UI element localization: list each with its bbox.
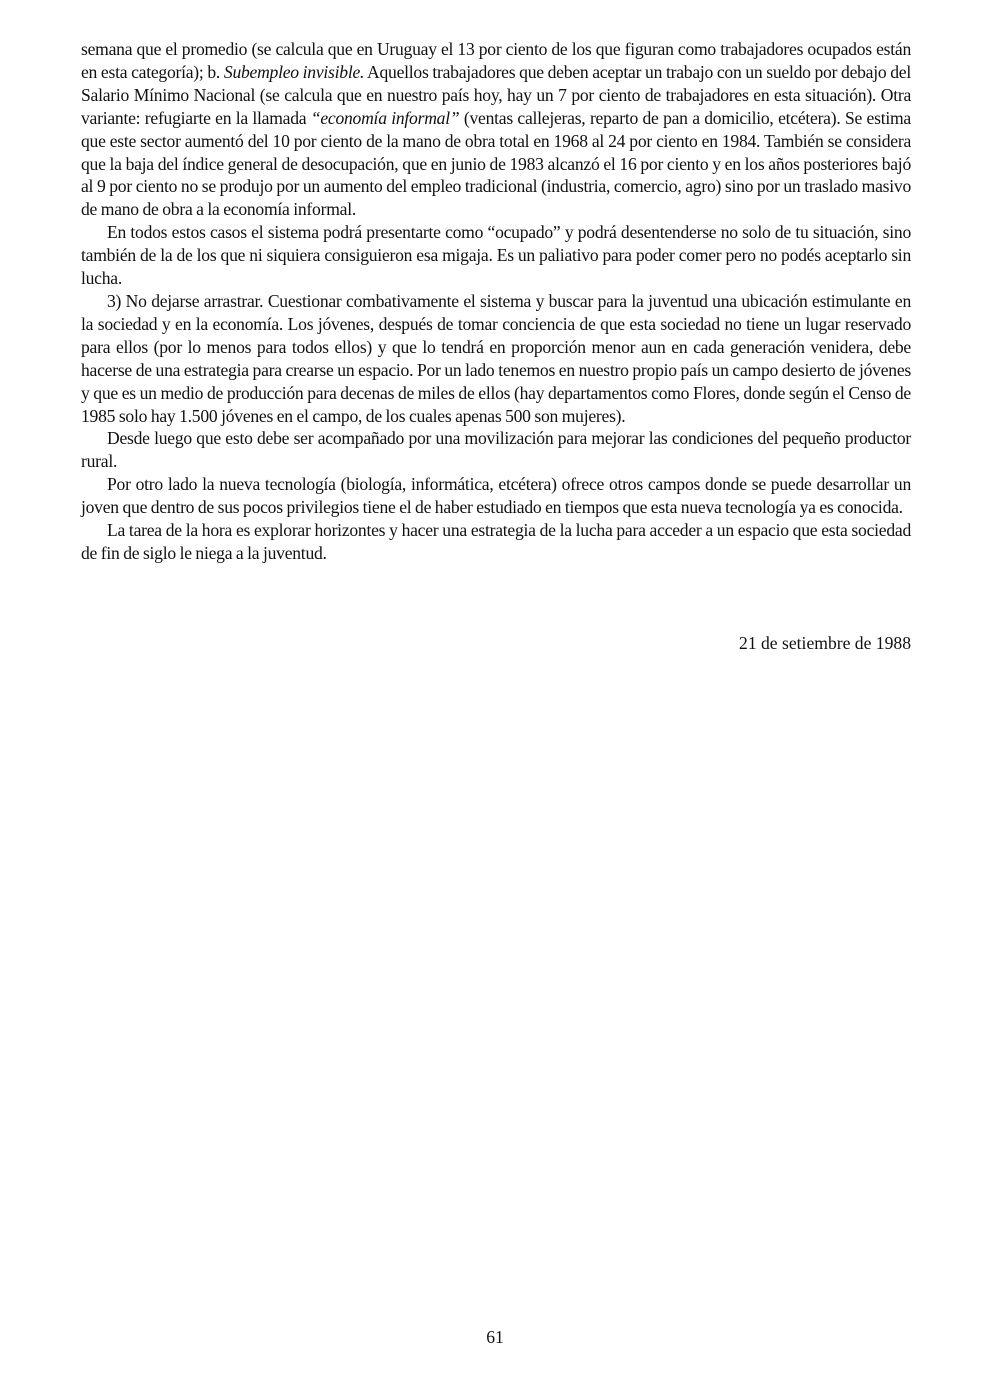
paragraph-1-text-a: semana que el promedio (se calcula que en Uruguay el 13 por ciento de los que figuran como trabajadores ocupados están en esta categoría); b. <box>81 39 911 82</box>
paragraph-3: 3) No dejarse arrastrar. Cuestionar combativamente el sistema y buscar para la juventud una ubicación estimulante en la sociedad y en la economía. Los jóvenes, después de tomar conciencia de que esta sociedad no tiene un lugar reservado para ellos (por lo menos para todos ellos) y que lo tendrá en proporción menor aun en cada generación venidera, debe hacerse de una estrategia para crearse un espacio. Por un lado tenemos en nuestro propio país un campo desierto de jóvenes y que es un medio de producción para decenas de miles de ellos (hay departamentos como Flores, donde según el Censo de 1985 solo hay 1.500 jóvenes en el campo, de los cuales apenas 500 son mujeres). <box>81 290 911 426</box>
page-number: 61 <box>486 1327 504 1347</box>
paragraph-1 <box>81 38 911 221</box>
paragraph-2: En todos estos casos el sistema podrá presentarte como “ocupado” y podrá desentenderse no solo de tu situación, sino también de la de los que ni siquiera consiguieron esa migaja. Es un paliativo para poder comer pero no podés aceptarlo sin lucha. <box>81 222 911 289</box>
paragraph-1-text-e: (ventas callejeras, reparto de pan a domicilio, etcétera). Se estima que este sector aumentó del 10 por ciento de la mano de obra total en 1968 al 24 por ciento en 1984. También se considera que la baja del índice general de desocupación, que en junio de 1983 alcanzó el 16 por ciento y en los años posteriores bajó al 9 por ciento no se produjo por un aumento del empleo tradicional (industria, comercio, agro) sino por un traslado masivo de mano de obra a la economía informal. <box>81 107 911 220</box>
document-date: 21 de setiembre de 1988 <box>739 633 911 653</box>
paragraph-6: La tarea de la hora es explorar horizontes y hacer una estrategia de la lucha para acceder a un espacio que esta sociedad de fin de siglo le niega a la juventud. <box>81 520 911 563</box>
document-page <box>81 38 911 653</box>
paragraph-5: Por otro lado la nueva tecnología (biología, informática, etcétera) ofrece otros campos donde se puede desarrollar un joven que dentro de sus pocos privilegios tiene el de haber estudiado en tiempos que esta nueva tecnología ya es conocida. <box>81 474 911 518</box>
paragraph-4: Desde luego que esto debe ser acompañado por una movilización para mejorar las condiciones del pequeño productor rural. <box>81 428 911 472</box>
economia-informal-term: “economía informal” <box>310 107 460 128</box>
paragraph-1-text-c: Aquellos trabajadores que deben aceptar un trabajo con un sueldo por debajo del Salario Mínimo Nacional (se calcula que en nuestro país hoy, hay un 7 por ciento de trabajadores en esta situación). Otra variante: refugiarte en la llamada <box>81 61 911 128</box>
subempleo-invisible-term: Subempleo invisible. <box>223 61 365 82</box>
